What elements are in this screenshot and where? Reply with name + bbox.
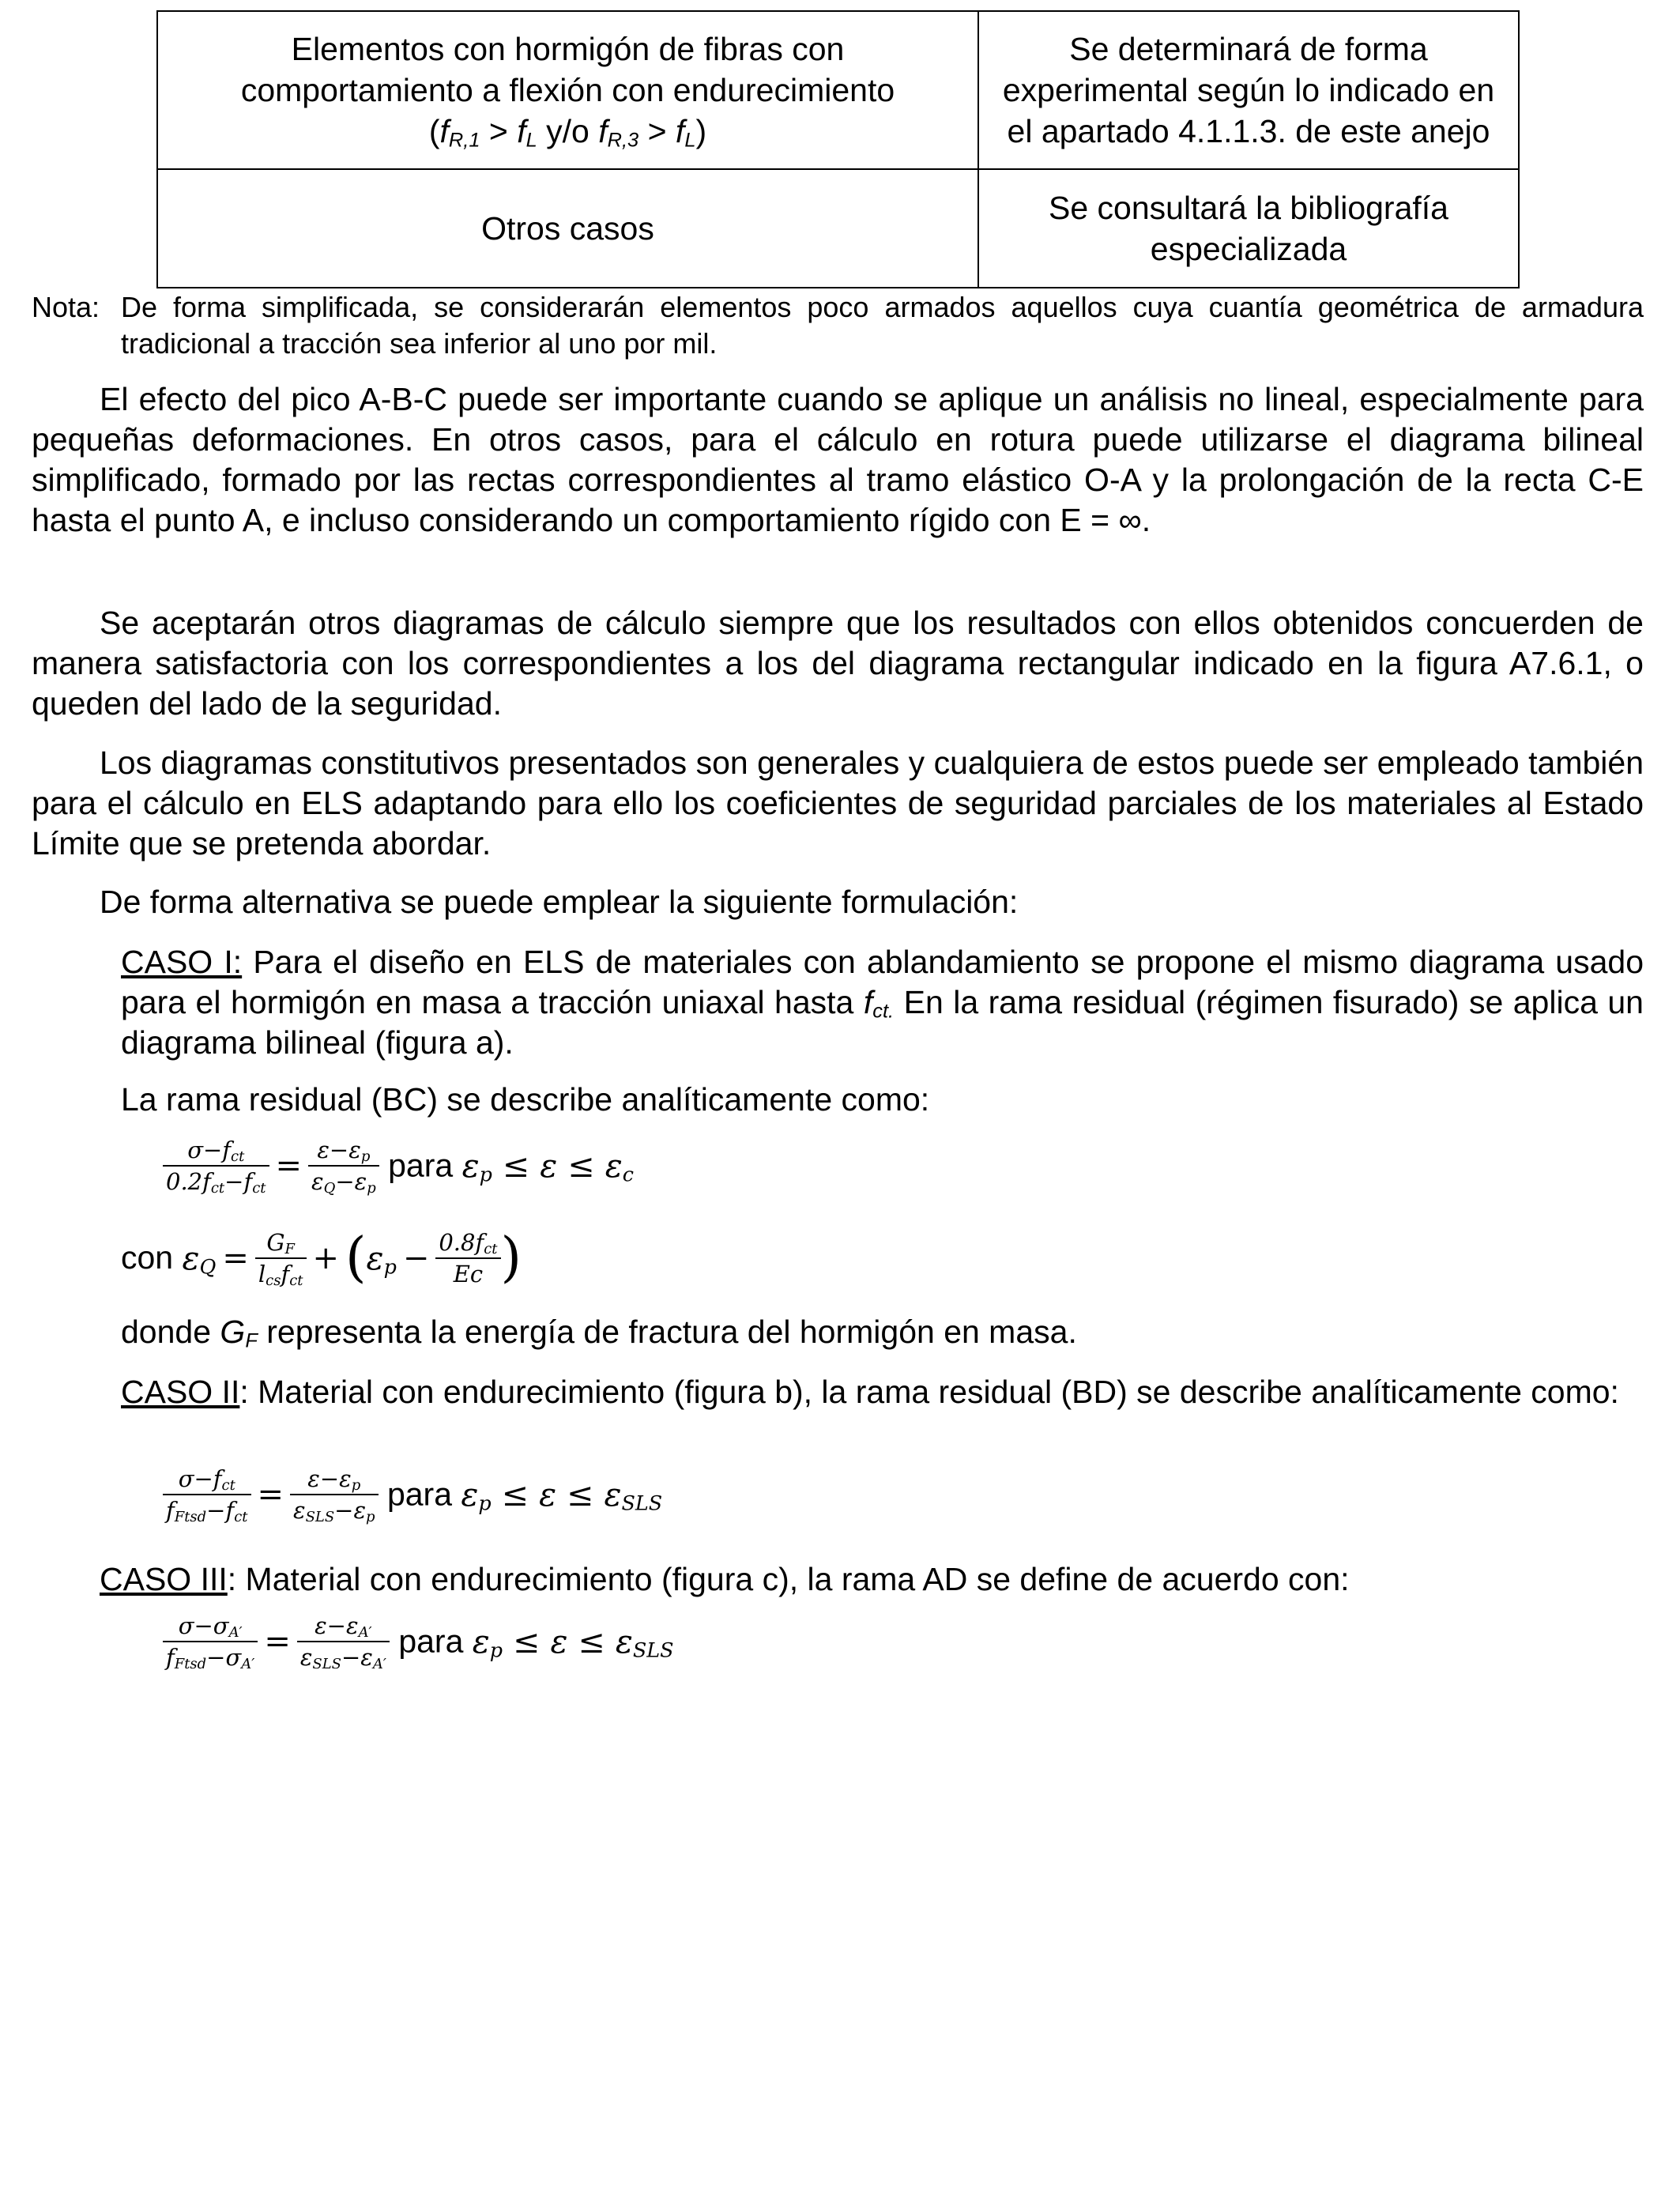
- fracture-energy-text: donde $G_F$ representa la energía de fractura del hormigón en masa.: [121, 1314, 1077, 1352]
- paragraph-constitutive-diagrams: Los diagramas constitutivos presentados son generales y cualquiera de estos puede ser empleado también para el cálculo en ELS adaptando para ello los coeficientes de seguridad parciales de los materiales al Estado Límite que se pretenda abordar.: [32, 745, 1644, 861]
- note-label: Nota:: [32, 291, 100, 323]
- paragraph-alternative: De forma alternativa se puede emplear la siguiente formulación:: [100, 884, 1019, 920]
- criteria-table: [156, 10, 1520, 288]
- paragraph-other-diagrams: Se aceptarán otros diagramas de cálculo siempre que los resultados con ellos obtenidos concuerden de manera satisfactoria con los correspondientes a los del diagrama rectangular indicado en la figura A7.6.1, o queden del lado de la seguridad.: [32, 605, 1644, 722]
- fraction: $\frac{\varepsilon-\varepsilon_p}{\varepsilon_{SLS}-\varepsilon_p}$: [290, 1465, 379, 1524]
- residual-branch-text: La rama residual (BC) se describe analíticamente como:: [121, 1081, 930, 1118]
- fraction: $\frac{\varepsilon-\varepsilon_{A'}}{\varepsilon_{SLS}-\varepsilon_{A'}}$: [297, 1612, 390, 1671]
- table-cell-experimental: [978, 11, 1519, 169]
- equation-bc-branch: $\frac{\sigma-f_{ct}}{0.2f_{ct}-f_{ct}}$ = $\frac{\varepsilon-\varepsilon_p}{\varepsilon_Q-\varepsilon_p}$ para $\varepsilon_p \le \varepsilon \le \varepsilon_c$: [163, 1137, 634, 1195]
- table-cell-hardening-case: [157, 11, 978, 169]
- caso-1-label: CASO I:: [121, 944, 243, 980]
- hardening-condition: ($f_{R,1} > f_L$ y/o $f_{R,3} > f_L$): [428, 113, 707, 152]
- table-cell-other-cases: Otros casos: [157, 169, 978, 288]
- fraction: $\frac{0.8f_{ct}}{Ec}$: [435, 1229, 500, 1287]
- equation-bd-branch: $\frac{\sigma-f_{ct}}{f_{Ftsd}-f_{ct}}$ = $\frac{\varepsilon-\varepsilon_p}{\varepsilon_{SLS}-\varepsilon_p}$ para $\varepsilon_p \le \varepsilon \le \varepsilon_{SLS}$: [163, 1465, 662, 1524]
- fraction: $\frac{G_F}{l_{cs}f_{ct}}$: [255, 1229, 307, 1287]
- table-cell-bibliography: [978, 169, 1519, 288]
- table-row: [157, 11, 1519, 169]
- table-row: [157, 169, 1519, 288]
- equation-ad-branch: $\frac{\sigma-\sigma_{A'}}{f_{Ftsd}-\sigma_{A'}}$ = $\frac{\varepsilon-\varepsilon_{A'}}{\varepsilon_{SLS}-\varepsilon_{A'}}$ para $\varepsilon_p \le \varepsilon \le \varepsilon_{SLS}$: [163, 1612, 674, 1671]
- paragraph-peak-effect: El efecto del pico A-B-C puede ser importante cuando se aplique un análisis no lineal, especialmente para pequeñas deformaciones. En otros casos, para el cálculo en rotura puede utilizarse el diagrama bilineal simplificado, formado por las rectas correspondientes al tramo elástico O-A y la prolongación de la recta C-E hasta el punto A, e incluso considerando un comportamiento rígido con E = ∞.: [32, 381, 1644, 538]
- cell-text-line: especializada: [1150, 231, 1347, 267]
- cell-text-line: el apartado 4.1.1.3. de este anejo: [1007, 113, 1490, 149]
- caso-1-description: CASO I: Para el diseño en ELS de materiales con ablandamiento se propone el mismo diagrama usado para el hormigón en masa a tracción uniaxal hasta $f_{ct.}$ En la rama residual (régimen fisurado) se aplica un diagrama bilineal (figura a).: [121, 944, 1644, 1061]
- caso-3-label: CASO III: [100, 1561, 228, 1597]
- cell-text-line: Elementos con hormigón de fibras con: [291, 31, 845, 67]
- fraction: $\frac{\sigma-f_{ct}}{0.2f_{ct}-f_{ct}}$: [163, 1137, 269, 1195]
- equation-epsilon-q: con $\varepsilon_Q$ = $\frac{G_F}{l_{cs}f_{ct}}$ + ($\varepsilon_p$ − $\frac{0.8f_{ct}}{Ec}$ ): [121, 1227, 522, 1289]
- cell-text-line: comportamiento a flexión con endurecimiento: [240, 72, 895, 108]
- fraction: $\frac{\sigma-f_{ct}}{f_{Ftsd}-f_{ct}}$: [163, 1465, 251, 1524]
- fraction: $\frac{\sigma-\sigma_{A'}}{f_{Ftsd}-\sigma_{A'}}$: [163, 1612, 258, 1671]
- note-text: De forma simplificada, se considerarán elementos poco armados aquellos cuya cuantía geométrica de armadura tradicional a tracción sea inferior al uno por mil.: [121, 291, 1644, 360]
- table-note: [32, 289, 1644, 362]
- cell-text-line: Se consultará la bibliografía: [1049, 190, 1448, 226]
- cell-text-line: experimental según lo indicado en: [1002, 72, 1495, 108]
- caso-2-label: CASO II: [121, 1374, 240, 1410]
- caso-3-description: CASO III: Material con endurecimiento (figura c), la rama AD se define de acuerdo con:: [100, 1561, 1350, 1597]
- cell-text-line: Se determinará de forma: [1069, 31, 1428, 67]
- fraction: $\frac{\varepsilon-\varepsilon_p}{\varepsilon_Q-\varepsilon_p}$: [308, 1137, 379, 1195]
- caso-2-description: CASO II: Material con endurecimiento (figura b), la rama residual (BD) se describe analíticamente como:: [121, 1374, 1619, 1410]
